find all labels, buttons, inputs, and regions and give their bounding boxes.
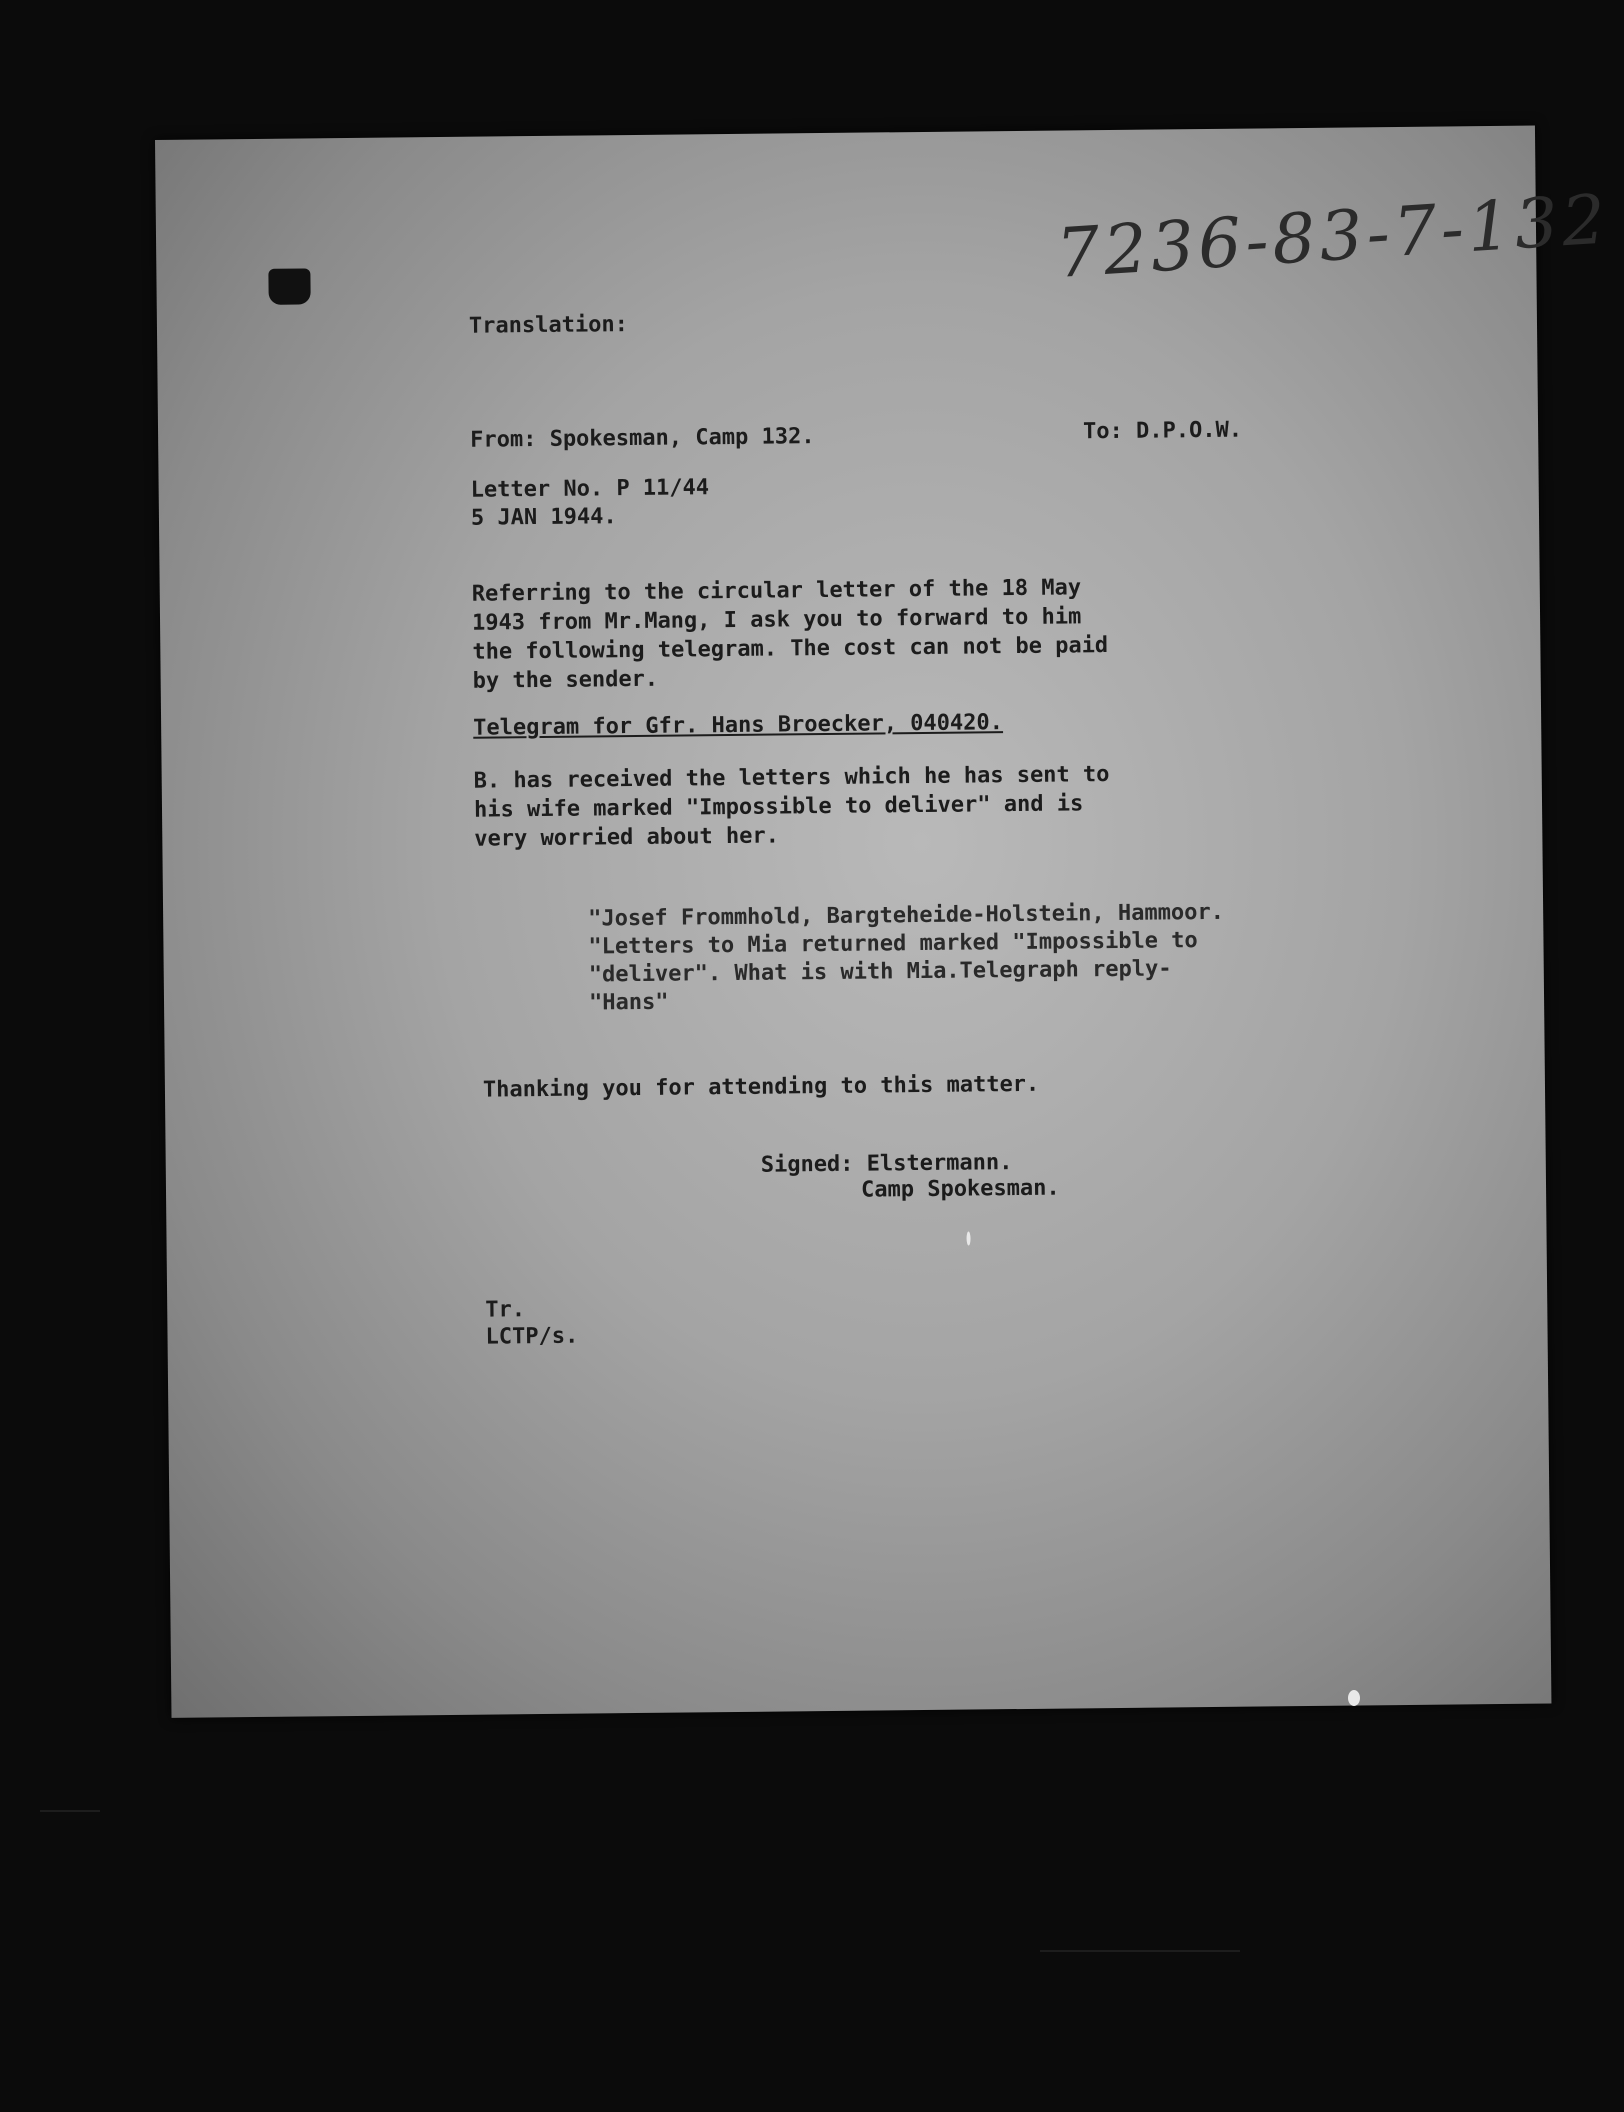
telegram-line: "Hans": [588, 989, 669, 1016]
paragraph-line: very worried about her.: [474, 823, 780, 852]
paragraph-line: Referring to the circular letter of the 18 May: [471, 575, 1082, 607]
signer-title: Camp Spokesman.: [860, 1175, 1060, 1203]
body-paragraph-2: [474, 760, 1111, 854]
telegram-line: "Letters to Mia returned marked "Impossible to: [588, 928, 1198, 960]
film-scratch: [1040, 1950, 1240, 1952]
paragraph-line: 1943 from Mr.Mang, I ask you to forward to him: [471, 604, 1082, 636]
film-speck: [966, 1232, 970, 1246]
paragraph-line: B. has received the letters which he has sent to: [473, 762, 1110, 794]
telegram-text: [588, 899, 1225, 1018]
typist-initials: LCTP/s.: [485, 1323, 579, 1350]
letter-date: 5 JAN 1944.: [470, 504, 617, 531]
telegram-line: "Josef Frommhold, Bargteheide-Holstein, Hammoor.: [588, 899, 1225, 932]
letter-number: Letter No. P 11/44: [470, 475, 710, 503]
document-page: [155, 126, 1612, 1718]
paragraph-line: the following telegram. The cost can not be paid: [472, 633, 1109, 665]
film-scratch: [40, 1810, 100, 1812]
closing-line: Thanking you for attending to this matter.: [482, 1071, 1040, 1103]
signature-line: Signed: Elstermann.: [760, 1150, 1013, 1178]
handwritten-file-number: 7236-83-7-132: [1054, 180, 1612, 294]
translation-header: Translation:: [468, 312, 629, 339]
film-speck: [1348, 1690, 1360, 1706]
from-line: From: Spokesman, Camp 132.: [470, 424, 815, 453]
paragraph-line: his wife marked "Impossible to deliver" and is: [473, 791, 1084, 823]
body-paragraph-1: [472, 572, 1173, 695]
hole-punch-mark: [268, 268, 310, 304]
paragraph-line: by the sender.: [472, 666, 659, 694]
to-line: To: D.P.O.W.: [1082, 417, 1243, 445]
telegram-line: "deliver". What is with Mia.Telegraph reply-: [588, 956, 1172, 988]
translator-mark: Tr.: [485, 1297, 526, 1323]
telegram-heading: Telegram for Gfr. Hans Broecker, 040420.: [473, 710, 1004, 741]
